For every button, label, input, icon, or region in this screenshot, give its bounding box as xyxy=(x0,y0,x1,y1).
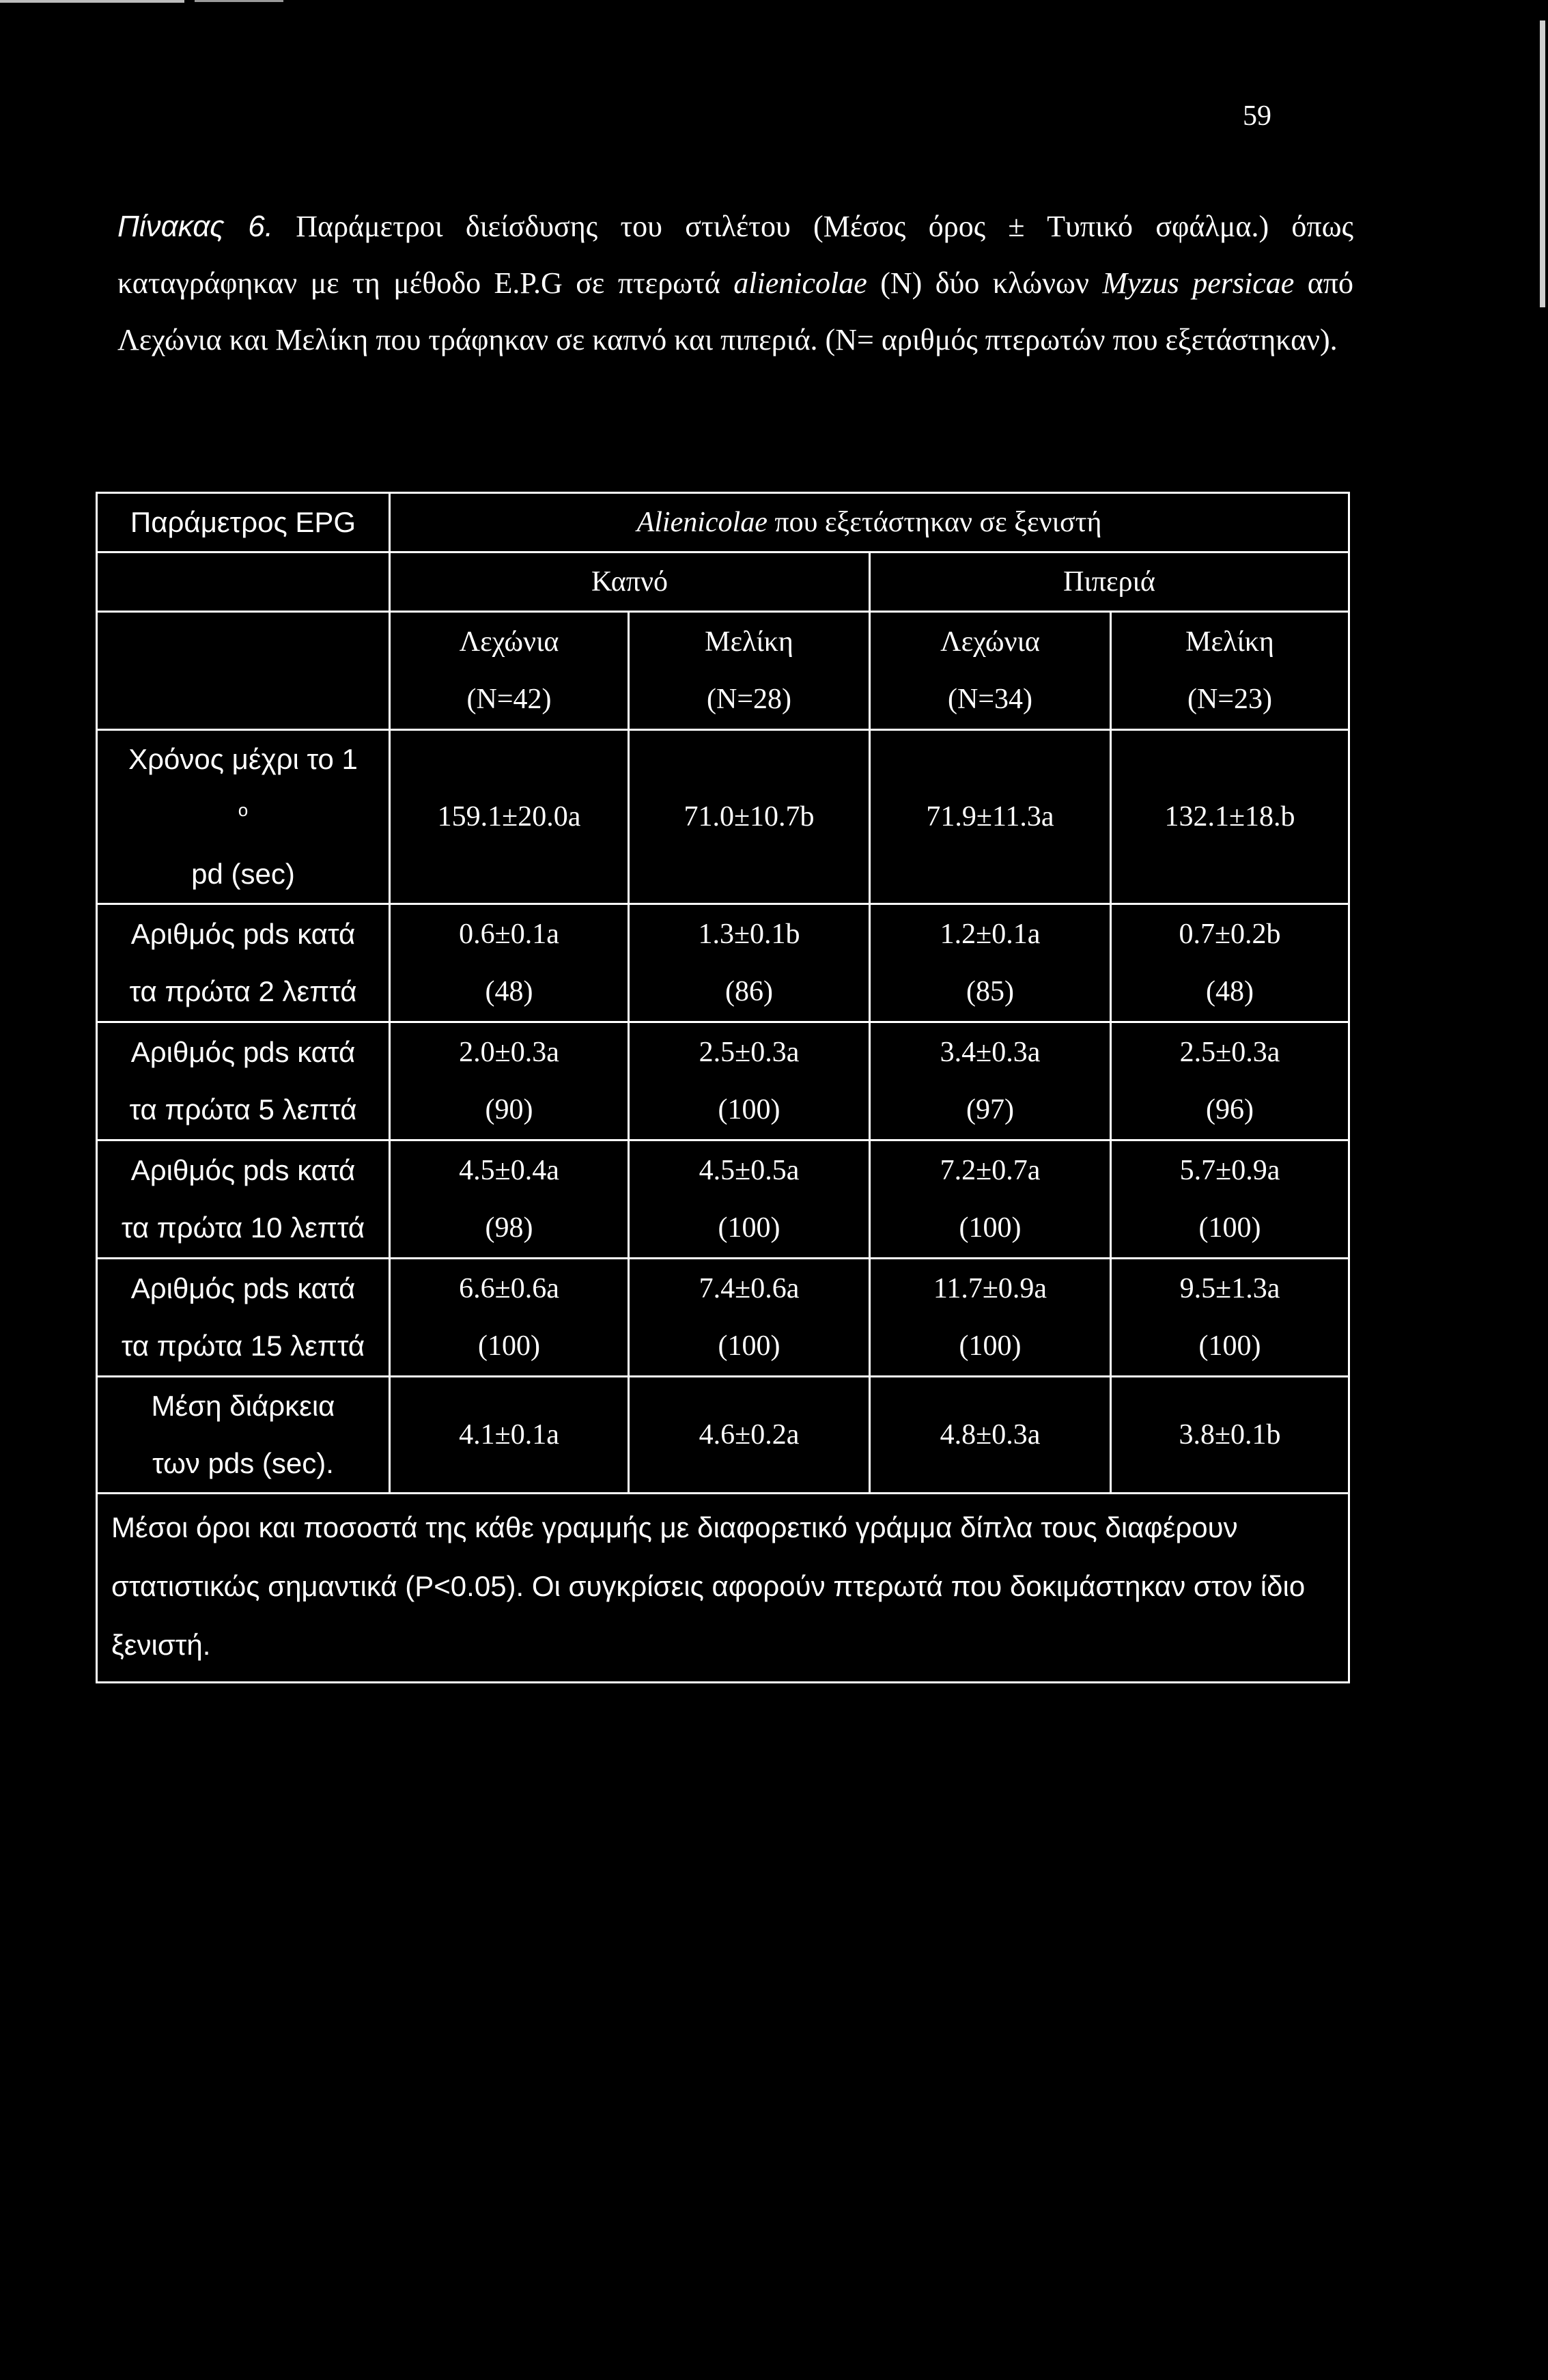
clone-header xyxy=(390,612,629,730)
caption-label: Πίνακας 6. xyxy=(117,210,273,243)
row-param-line1: Αριθμός pds κατά xyxy=(130,1272,356,1304)
cell-mean: 7.4±0.6a xyxy=(699,1273,800,1304)
page-number: 59 xyxy=(1243,100,1271,132)
cell-mean: 5.7±0.9a xyxy=(1179,1155,1280,1186)
row-param-line1: Αριθμός pds κατά xyxy=(130,918,356,950)
cell-pct: (97) xyxy=(966,1094,1014,1125)
cell-pct: (98) xyxy=(485,1212,533,1244)
table-cell xyxy=(390,904,629,1022)
row-param-line2: τα πρώτα 10 λεπτά xyxy=(121,1212,365,1244)
cell-mean: 2.5±0.3a xyxy=(1179,1037,1280,1068)
caption-line3: από Λεχώνια και Μελίκη που τράφηκαν σε καπνό και πιπεριά. (N= xyxy=(117,266,1353,356)
cell-mean: 4.5±0.4a xyxy=(459,1155,559,1186)
empty-cell xyxy=(97,612,390,730)
row-param xyxy=(97,904,390,1022)
row-param-line2: τα πρώτα 5 λεπτά xyxy=(129,1093,357,1125)
group-header-italic: Alienicolae xyxy=(636,507,768,538)
cell-mean: 11.7±0.9a xyxy=(933,1273,1047,1304)
cell-mean: 7.2±0.7a xyxy=(940,1155,1041,1186)
cell-pct: (96) xyxy=(1206,1094,1254,1125)
clone-name: Μελίκη xyxy=(1185,626,1274,658)
clone-header xyxy=(870,612,1111,730)
cell-pct: (86) xyxy=(725,976,773,1007)
cell-pct: (48) xyxy=(1206,976,1254,1007)
cell-mean: 0.7±0.2b xyxy=(1179,919,1281,950)
table-cell xyxy=(629,1377,870,1494)
row-param-line1: Αριθμός pds κατά xyxy=(130,1036,356,1068)
row-param-line2: των pds (sec). xyxy=(152,1447,334,1479)
cell-pct: (48) xyxy=(485,976,533,1007)
table-cell xyxy=(629,1140,870,1259)
table-cell xyxy=(870,1140,1111,1259)
group-header-cell xyxy=(390,493,1349,552)
table-cell xyxy=(390,730,629,904)
clone-header xyxy=(1111,612,1349,730)
row-param xyxy=(97,730,390,904)
right-scan-edge xyxy=(1540,20,1545,307)
table-cell xyxy=(1111,1140,1349,1259)
cell-pct: (100) xyxy=(478,1330,540,1362)
cell-pct: (100) xyxy=(1198,1212,1261,1244)
row-param-line2: pd (sec) xyxy=(191,858,295,890)
table-cell xyxy=(390,1140,629,1259)
caption-line2b: (N) δύο κλώνων xyxy=(880,266,1089,300)
table-footnote: Μέσοι όροι και ποσοστά της κάθε γραμμής με διαφορετικό γράμμα δίπλα τους διαφέρουν στατιστικώς σημαντικά (P<0.05). Οι συγκρίσεις αφορούν πτερωτά που δοκιμάστηκαν στον ίδιο ξενιστή. xyxy=(97,1494,1349,1683)
cell-mean: 3.8±0.1b xyxy=(1179,1419,1281,1451)
cell-pct: (100) xyxy=(959,1330,1022,1362)
cell-mean: 1.3±0.1b xyxy=(698,919,800,950)
cell-mean: 71.0±10.7b xyxy=(684,801,815,832)
cell-mean: 6.6±0.6a xyxy=(459,1273,559,1304)
table-cell xyxy=(629,904,870,1022)
host-header: Πιπεριά xyxy=(870,552,1349,612)
table-cell xyxy=(870,1259,1111,1377)
clone-name: Μελίκη xyxy=(705,626,793,658)
cell-pct: (100) xyxy=(1198,1330,1261,1362)
param-header-cell xyxy=(97,493,390,552)
table-cell xyxy=(629,1022,870,1140)
cell-mean: 2.0±0.3a xyxy=(459,1037,559,1068)
clone-n: (N=23) xyxy=(1187,684,1272,715)
table-row xyxy=(97,904,1349,1022)
row-param xyxy=(97,1377,390,1494)
cell-mean: 4.5±0.5a xyxy=(699,1155,800,1186)
cell-mean: 4.8±0.3a xyxy=(940,1419,1041,1451)
table-cell xyxy=(870,730,1111,904)
row-param xyxy=(97,1140,390,1259)
group-header-rest: που εξετάστηκαν σε ξενιστή xyxy=(774,507,1102,538)
table-cell xyxy=(870,1022,1111,1140)
clone-n: (N=28) xyxy=(707,684,791,715)
row-param-line1: Αριθμός pds κατά xyxy=(130,1154,356,1186)
clone-header xyxy=(629,612,870,730)
cell-mean: 4.1±0.1a xyxy=(459,1419,559,1451)
table-cell xyxy=(1111,1022,1349,1140)
row-param-line2: τα πρώτα 2 λεπτά xyxy=(129,975,357,1007)
cell-mean: 0.6±0.1a xyxy=(459,919,559,950)
table-cell xyxy=(390,1377,629,1494)
row-param xyxy=(97,1022,390,1140)
cell-mean: 71.9±11.3a xyxy=(926,801,1054,832)
row-param-line2: τα πρώτα 15 λεπτά xyxy=(121,1330,365,1362)
table-cell xyxy=(870,904,1111,1022)
table-row xyxy=(97,1140,1349,1259)
table-row xyxy=(97,1022,1349,1140)
cell-pct: (100) xyxy=(718,1212,780,1244)
row-param-line1-text: Χρόνος μέχρι το 1 xyxy=(128,743,358,775)
row-param-line1 xyxy=(98,731,389,845)
cell-mean: 4.6±0.2a xyxy=(699,1419,800,1451)
host-header: Καπνό xyxy=(390,552,870,612)
table-caption xyxy=(117,198,1353,368)
table-cell xyxy=(629,730,870,904)
cell-mean: 9.5±1.3a xyxy=(1179,1273,1280,1304)
table-cell xyxy=(1111,904,1349,1022)
cell-pct: (100) xyxy=(959,1212,1022,1244)
cell-pct: (85) xyxy=(966,976,1014,1007)
table-row xyxy=(97,1377,1349,1494)
row-param xyxy=(97,1259,390,1377)
row-param-sup: ο xyxy=(238,800,249,820)
epg-table xyxy=(96,492,1348,1683)
caption-alienicolae: alienicolae xyxy=(733,266,867,300)
cell-mean: 1.2±0.1a xyxy=(940,919,1041,950)
table-cell xyxy=(870,1377,1111,1494)
table-cell xyxy=(629,1259,870,1377)
table-row xyxy=(97,730,1349,904)
caption-species: Myzus persicae xyxy=(1102,266,1295,300)
cell-mean: 159.1±20.0a xyxy=(437,801,581,832)
clone-n: (N=34) xyxy=(948,684,1032,715)
table-row xyxy=(97,1259,1349,1377)
caption-line2a: όπως καταγράφηκαν με τη μέθοδο E.P.G σε πτερωτά xyxy=(117,210,1353,300)
cell-mean: 3.4±0.3a xyxy=(940,1037,1041,1068)
clone-name: Λεχώνια xyxy=(940,626,1040,658)
row-param-line1: Μέση διάρκεια xyxy=(151,1390,335,1422)
clone-name: Λεχώνια xyxy=(459,626,559,658)
cell-mean: 2.5±0.3a xyxy=(699,1037,800,1068)
top-scan-rule-short xyxy=(195,0,283,2)
table-cell xyxy=(1111,1259,1349,1377)
param-header: Παράμετρος EPG xyxy=(130,506,356,538)
table-cell xyxy=(1111,730,1349,904)
cell-mean: 132.1±18.b xyxy=(1164,801,1295,832)
caption-line4: αριθμός πτερωτών που εξετάστηκαν). xyxy=(881,323,1338,356)
table-cell xyxy=(390,1022,629,1140)
table-cell xyxy=(1111,1377,1349,1494)
empty-cell xyxy=(97,552,390,612)
clone-n: (N=42) xyxy=(466,684,552,715)
table-cell xyxy=(390,1259,629,1377)
caption-line1: Παράμετροι διείσδυσης του στιλέτου (Μέσος όρος ± Τυπικό σφάλμα.) xyxy=(296,210,1269,243)
cell-pct: (90) xyxy=(485,1094,533,1125)
top-scan-rule xyxy=(0,0,184,3)
cell-pct: (100) xyxy=(718,1330,780,1362)
cell-pct: (100) xyxy=(718,1094,780,1125)
